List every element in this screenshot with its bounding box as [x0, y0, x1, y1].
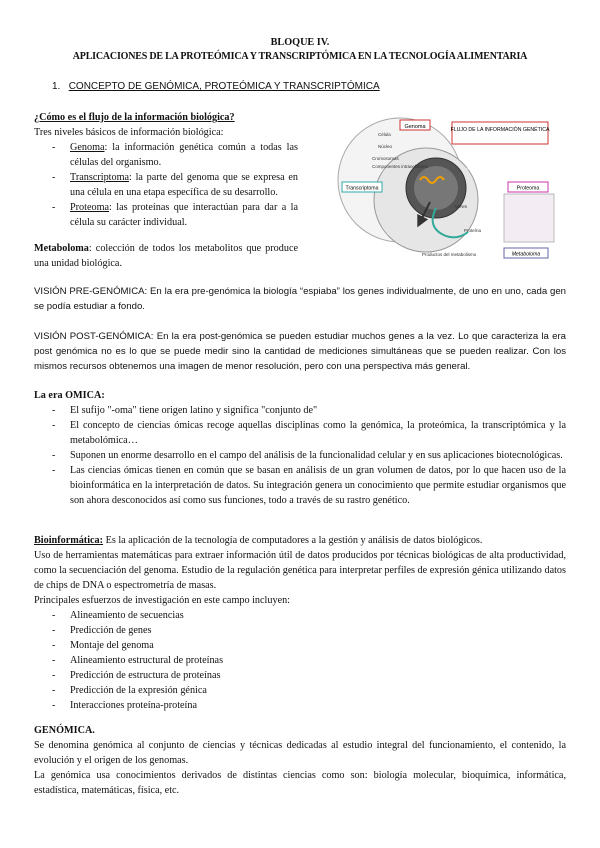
flow-question: ¿Cómo es el flujo de la información biológica?: [34, 112, 235, 123]
post-genomic-vision: VISIÓN POST-GENÓMICA: En la era post-genómica se pueden estudiar muchos genes a la vez. Lo que caracteriza la era post genómica no es lo que se puede medir sino la cantidad de mediciones simultáneas que se pueden realizar. Con los mismos recursos obtenemos una imagen de menor resolución, pero con una perspectiva más general.: [34, 331, 566, 372]
list-item: - Proteoma: las proteínas que interactúan para dar a la célula su carácter individual.: [34, 200, 298, 230]
proteome-label: Proteoma: [516, 185, 540, 192]
list-item: - Predicción de la expresión génica: [34, 683, 566, 698]
omica-heading: La era OMICA:: [34, 390, 105, 401]
list-item: - Interacciones proteína-proteína: [34, 698, 566, 713]
genomics-section: [34, 723, 566, 798]
bioinformatics-paragraph: Uso de herramientas matemáticas para extraer información útil de datos producidos por técnicas biológicas de alta productividad, como la secuenciación del genoma. Estudio de la regulación genética para interpretar perfiles de expresión génica utilizando datos de chips de DNA o espectrometría de masas.: [34, 550, 566, 591]
metabolome-definition: Metaboloma: colección de todos los metabolitos que produce una unidad biológica.: [34, 243, 298, 269]
metabolism-label: Productos del metabolismo: [422, 252, 477, 257]
list-item: - Transcriptoma: la parte del genoma que se expresa en una célula en una etapa específica de su desarrollo.: [34, 170, 298, 200]
list-item: - Alineamiento estructural de proteínas: [34, 653, 566, 668]
flow-list: [34, 140, 298, 230]
genomics-paragraph-1: Se denomina genómica al conjunto de ciencias y técnicas dedicadas al estudio integral del funcionamiento, el contenido, la evolución y el origen de los genomas.: [34, 740, 566, 766]
pre-genomic-vision: VISIÓN PRE-GENÓMICA: En la era pre-genómica la biología “espiaba” los genes individualmente, de uno en uno, cada gen se podía estudiar a fondo.: [34, 286, 566, 312]
cell-label: Célula: [378, 132, 391, 137]
nucleus-label: Núcleo: [378, 144, 393, 149]
protein-label: Proteína: [464, 228, 482, 233]
bioinformatics-section: [34, 533, 566, 713]
list-item: - Alineamiento de secuencias: [34, 608, 566, 623]
section-title: CONCEPTO DE GENÓMICA, PROTEÓMICA Y TRANSCRIPTÓMICA: [68, 81, 380, 92]
list-item: - Predicción de genes: [34, 623, 566, 638]
transcriptome-label: Transcriptoma: [345, 185, 379, 192]
dna-label: ADN: [466, 166, 476, 171]
chromosomes-label: Cromosomas: [372, 156, 399, 161]
list-item: - El concepto de ciencias ómicas recoge aquellas disciplinas como la genómica, la proteómica, la transcriptómica y la metabolómica…: [34, 418, 566, 448]
flow-intro: Tres niveles básicos de información biológica:: [34, 127, 224, 138]
research-list: [34, 608, 566, 713]
mrna-label: ARNm: [454, 204, 468, 209]
flow-section: [34, 110, 298, 271]
omica-list: [34, 403, 566, 508]
section-heading: 1. CONCEPTO DE GENÓMICA, PROTEÓMICA Y TRANSCRIPTÓMICA: [52, 81, 380, 92]
bioinformatics-definition: Bioinformática: Es la aplicación de la tecnología de computadores a la gestión y análisis de datos biológicos.: [34, 535, 483, 546]
list-item: - Suponen un enorme desarrollo en el campo del análisis de la funcionalidad celular y en sus aplicaciones biotecnológicas.: [34, 448, 566, 463]
genomics-paragraph-2: La genómica usa conocimientos derivados de distintas ciencias como son: biología molecular, bioquímica, informática, estadística, matemáticas, física, etc.: [34, 770, 566, 796]
metabolome-label: Metaboloma: [511, 251, 541, 258]
genomics-heading: GENÓMICA.: [34, 725, 95, 736]
list-item: - Las ciencias ómicas tienen en común que se basan en análisis de un gran volumen de datos, por lo que hacen uso de la bioinformática en la interpretación de datos. Su integración genera un conocimiento que permite estudiar organismos que son ahora desconocidos así como sus funciones, todo a través de su rastro genético.: [34, 463, 566, 508]
bioinformatics-lead: Principales esfuerzos de investigación en este campo incluyen:: [34, 595, 291, 606]
components-label: Componentes intracelulares: [372, 164, 429, 169]
genome-label: Genoma: [404, 124, 426, 130]
list-item: - Genoma: la información genética común a todas las células del organismo.: [34, 140, 298, 170]
document-title: APLICACIONES DE LA PROTEÓMICA Y TRANSCRIPTÓMICA EN LA TECNOLOGÍA ALIMENTARIA: [72, 51, 528, 62]
information-flow-figure: [336, 108, 566, 268]
list-item: - Predicción de estructura de proteínas: [34, 668, 566, 683]
list-item: - El sufijo "-oma" tiene origen latino y significa "conjunto de": [34, 403, 566, 418]
omica-section: [34, 388, 566, 508]
block-title: BLOQUE IV.: [270, 37, 330, 48]
figure-title: FLUJO DE LA INFORMACIÓN GENÉTICA: [450, 127, 550, 133]
list-item: - Montaje del genoma: [34, 638, 566, 653]
